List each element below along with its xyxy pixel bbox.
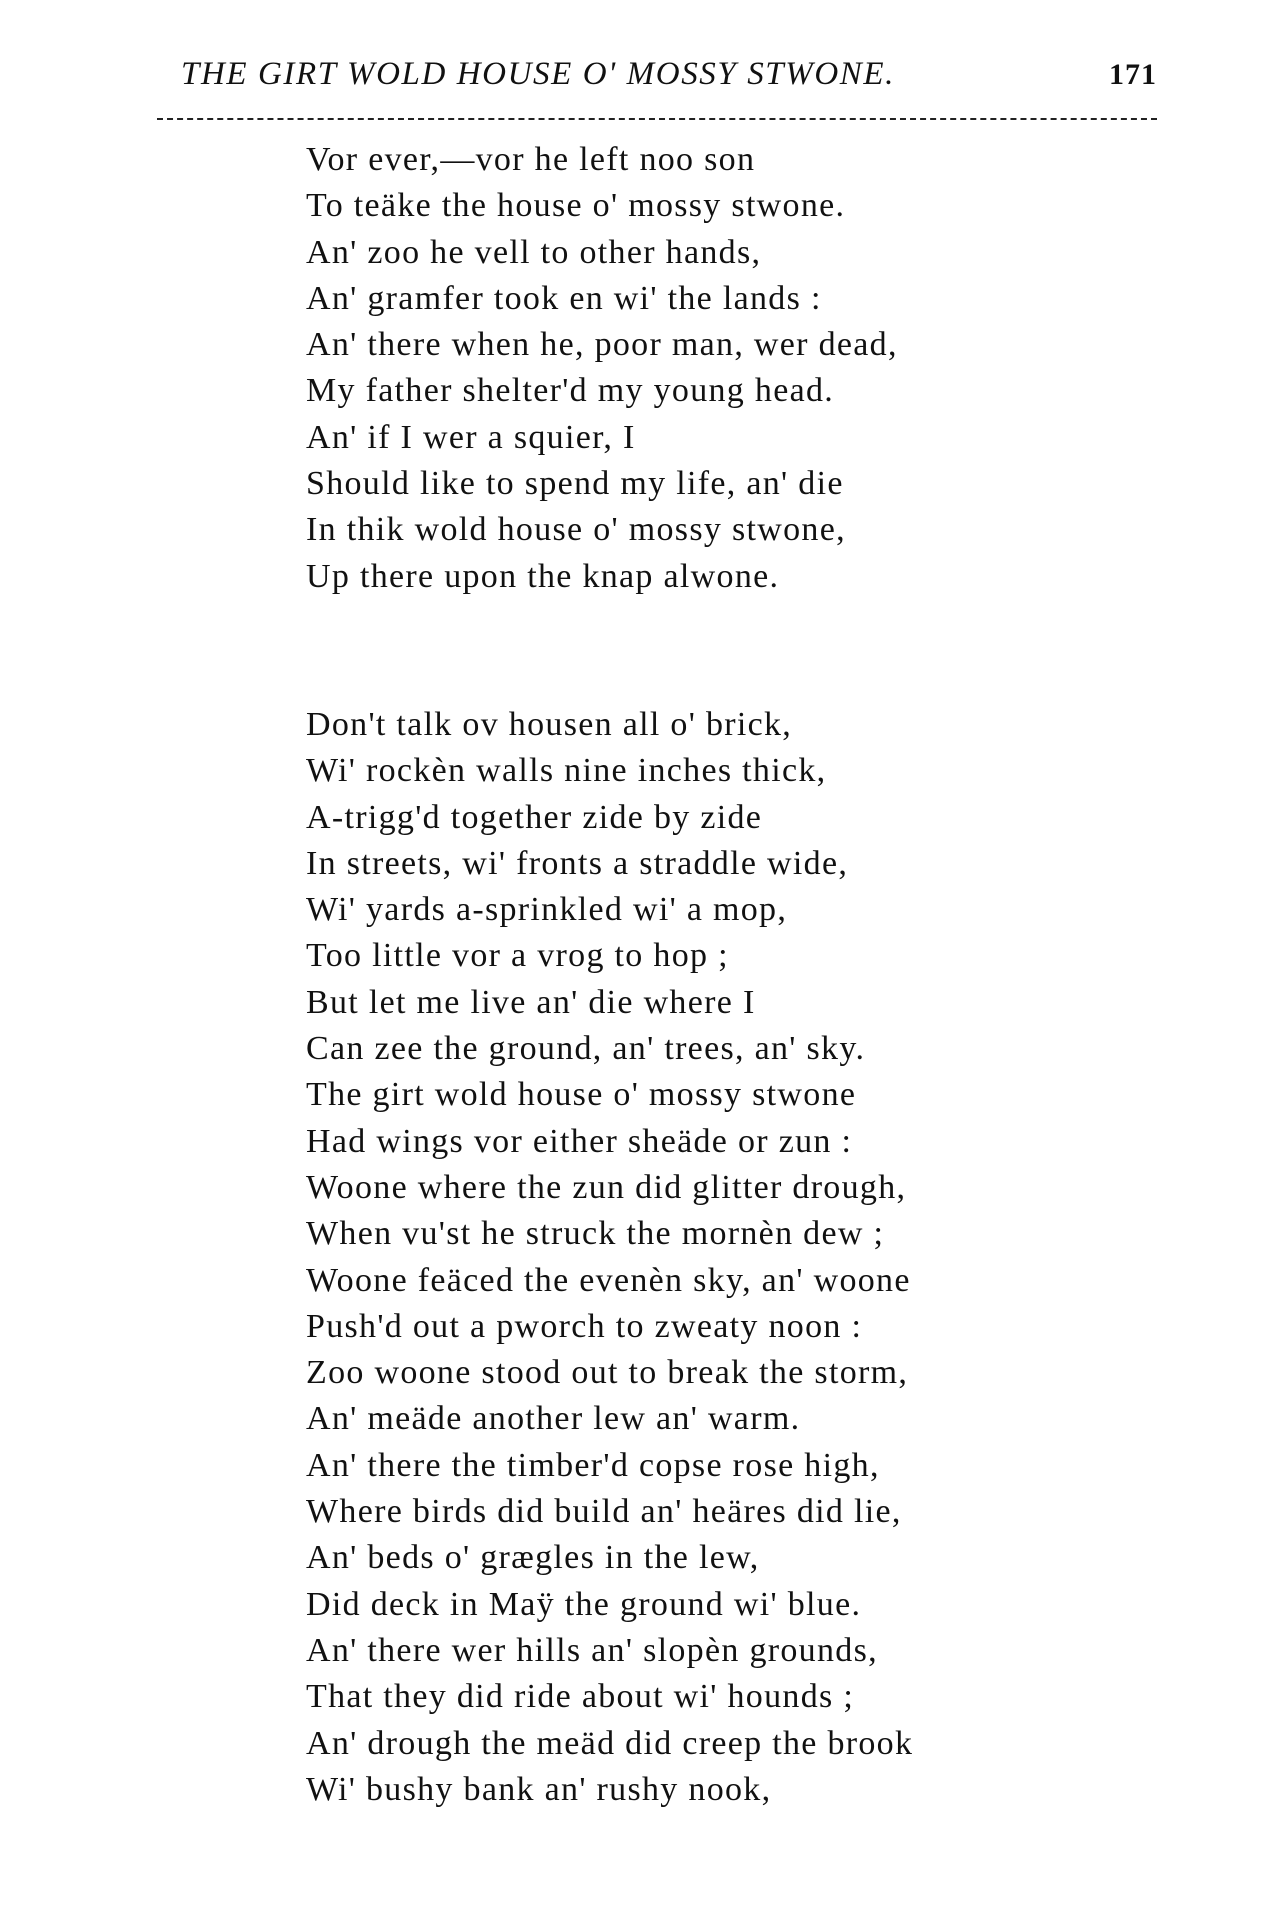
page-number: 171 <box>1109 58 1157 91</box>
header-rule <box>157 118 1157 120</box>
running-title: THE GIRT WOLD HOUSE O' MOSSY STWONE. <box>181 56 895 92</box>
poem-line: Wi' rockèn walls nine inches thick, <box>306 752 827 790</box>
poem-line: Woone feäced the evenèn sky, an' woone <box>306 1261 911 1299</box>
poem-line: An' there when he, poor man, wer dead, <box>306 326 898 364</box>
poem-line: Can zee the ground, an' trees, an' sky. <box>306 1030 866 1068</box>
poem-line: Push'd out a pworch to zweaty noon : <box>306 1307 863 1345</box>
poem-line: But let me live an' die where I <box>306 983 756 1021</box>
poem-line: Vor ever,—vor he left noo son <box>306 141 756 178</box>
poem-line: Had wings vor either sheäde or zun : <box>306 1122 853 1160</box>
stanza-2 <box>306 702 913 1813</box>
poem-line: In thik wold house o' mossy stwone, <box>306 511 846 549</box>
poem-line: An' if I wer a squier, I <box>306 418 636 456</box>
poem-line: An' gramfer took en wi' the lands : <box>306 279 822 317</box>
poem-line: When vu'st he struck the mornèn dew ; <box>306 1215 885 1253</box>
page-header <box>181 56 1157 96</box>
poem-line: Up there upon the knap alwone. <box>306 557 780 595</box>
poem-line: An' drough the meäd did creep the brook <box>306 1724 914 1762</box>
poem-line: Should like to spend my life, an' die <box>306 465 844 503</box>
poem-line: To teäke the house o' mossy stwone. <box>306 187 846 225</box>
poem-line: Where birds did build an' heäres did lie, <box>306 1493 902 1531</box>
poem-line: A-trigg'd together zide by zide <box>306 798 763 836</box>
poem-line: Don't talk ov housen all o' brick, <box>306 706 793 743</box>
poem-line: Wi' bushy bank an' rushy nook, <box>306 1770 772 1808</box>
poem-line: Woone where the zun did glitter drough, <box>306 1168 907 1206</box>
poem-line: In streets, wi' fronts a straddle wide, <box>306 844 849 882</box>
poem-line: Zoo woone stood out to break the storm, <box>306 1354 909 1392</box>
poem-line: Did deck in Maÿ the ground wi' blue. <box>306 1585 862 1623</box>
poem-line: Wi' yards a-sprinkled wi' a mop, <box>306 891 788 929</box>
poem-line: That they did ride about wi' hounds ; <box>306 1678 855 1716</box>
stanza-1 <box>306 137 898 600</box>
poem-line: An' there the timber'd copse rose high, <box>306 1446 880 1484</box>
poem-line: The girt wold house o' mossy stwone <box>306 1076 857 1114</box>
poem-line: An' beds o' grægles in the lew, <box>306 1539 760 1577</box>
poem-line: My father shelter'd my young head. <box>306 372 835 410</box>
poem-line: An' zoo he vell to other hands, <box>306 233 762 271</box>
poem-line: An' there wer hills an' slopèn grounds, <box>306 1631 878 1669</box>
poem-line: Too little vor a vrog to hop ; <box>306 937 729 975</box>
poem-line: An' meäde another lew an' warm. <box>306 1400 801 1438</box>
